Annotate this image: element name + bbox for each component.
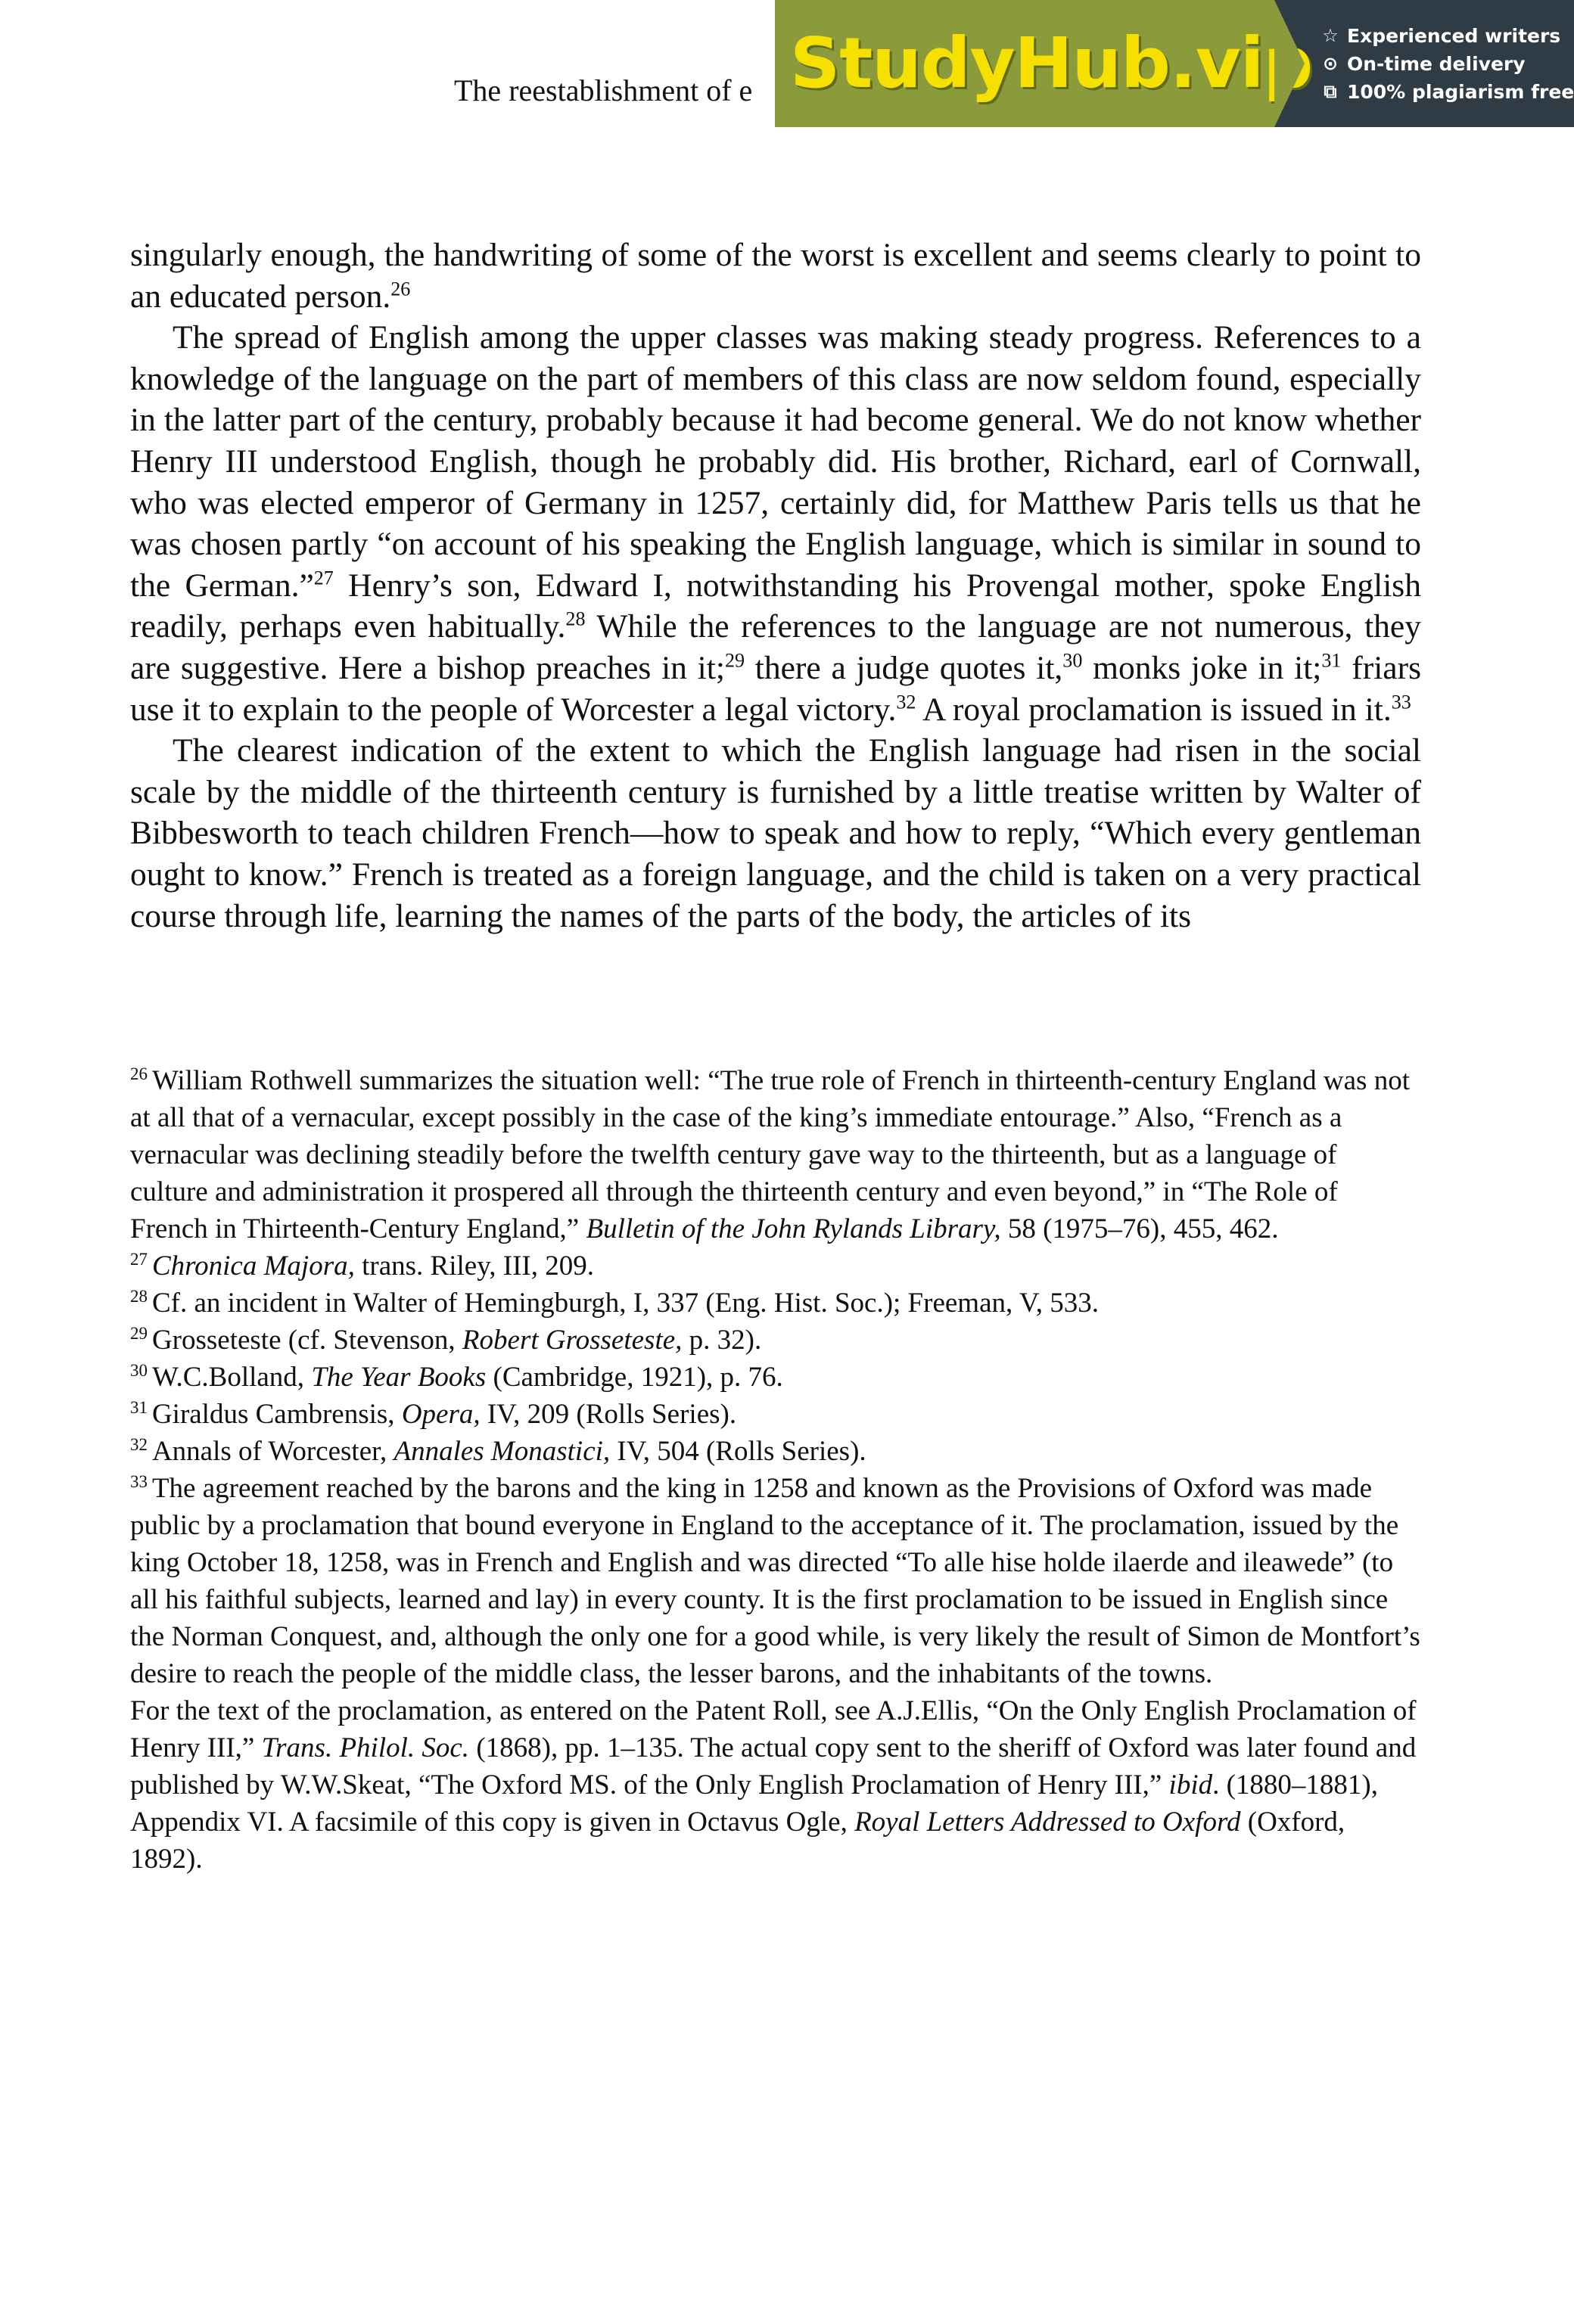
text-run: W.C.Bolland, — [151, 1362, 312, 1393]
text-run: monks joke in it; — [1082, 649, 1322, 686]
text-run: Cf. an incident in Walter of Hemingburgh, I, 337 (Eng. Hist. Soc.); Freeman, V, 533. — [151, 1288, 1100, 1319]
italic-title: Opera, — [401, 1399, 481, 1430]
feature-label: 100% plagiarism free — [1347, 80, 1574, 103]
text-run: (Oxford, 1892). — [130, 1807, 1345, 1875]
footnote-33 — [130, 1470, 1421, 1692]
banner-features — [1274, 0, 1574, 127]
footnote-number: 30 — [130, 1360, 148, 1380]
clock-icon: ⊙ — [1322, 53, 1339, 74]
footnote-33-continued — [130, 1692, 1421, 1878]
text-run: Grosseteste (cf. Stevenson, — [151, 1325, 462, 1356]
footnote-32 — [130, 1433, 1421, 1470]
studyhub-logo[interactable]: StudyHub.vip — [790, 23, 1313, 104]
italic-title: Bulletin of the John Rylands Library, — [586, 1213, 1001, 1244]
text-run: IV, 504 (Rolls Series). — [610, 1436, 866, 1467]
text-run: singularly enough, the handwriting of some of the worst is excellent and seems clearly to point to an educated person. — [130, 237, 1421, 315]
text-run: (1868), pp. 1–135. The actual copy sent to the sheriff of Oxford was later found and published by W.W.Skeat, “The Oxford MS. of the Only English Proclamation of Henry III,” — [130, 1732, 1417, 1800]
italic-title: ibid — [1168, 1769, 1213, 1800]
text-run: William Rothwell summarizes the situation well: “The true role of French in thirteenth-century England was not at all that of a vernacular, except possibly in the case of the king’s immediate entourage.” Also, “French as a vernacular was declining steadily before the twelfth century gave way to the thirteenth, but as a language of culture and administration it prospered all through the thirteenth century and even beyond,” in “The Role of French in Thirteenth-Century England,” — [130, 1065, 1410, 1244]
text-run: Annals of Worcester, — [151, 1436, 394, 1467]
footnote-ref: 26 — [390, 278, 411, 300]
footnote-number: 29 — [130, 1323, 148, 1343]
footnote-ref: 30 — [1062, 649, 1083, 672]
text-run: The spread of English among the upper classes was making steady progress. References to a knowledge of the language on the part of members of this class are now seldom found, especially in the latter part of the century, probably because it had become general. We do not know whether Henry III understood English, though he probably did. His brother, Richard, earl of Cornwall, who was elected emperor of Germany in 1257, certainly did, for Matthew Paris tells us that he was chosen partly “on account of his speaking the English language, which is similar in sound to the German.” — [130, 319, 1421, 604]
footnote-ref: 29 — [724, 649, 745, 672]
text-run: 58 (1975–76), 455, 462. — [1000, 1213, 1279, 1244]
footnote-29 — [130, 1322, 1421, 1359]
paragraph-2 — [130, 317, 1421, 730]
text-run: While the references to the language are not numerous, they are suggestive. Here a bishop preaches in it; — [130, 608, 1421, 686]
text-run: IV, 209 (Rolls Series). — [480, 1399, 737, 1430]
footnote-number: 31 — [130, 1397, 148, 1417]
footnote-number: 33 — [130, 1471, 148, 1491]
paragraph-3: The clearest indication of the extent to which the English language had risen in the social scale by the middle of the thirteenth century is furnished by a little treatise written by Walter of Bibbesworth to teach children French—how to speak and how to reply, “Which every gentleman ought to know.” French is treated as a foreign language, and the child is taken on a very practical course through life, learning the names of the parts of the body, the articles of its — [130, 732, 1421, 934]
feature-on-time-delivery — [1320, 53, 1574, 75]
footnote-ref: 27 — [313, 567, 334, 589]
body-text — [130, 235, 1421, 937]
footnote-number: 27 — [130, 1249, 148, 1269]
text-run: Henry’s son, Edward I, notwithstanding his Provengal mother, spoke English readily, perhaps even habitually. — [130, 567, 1421, 645]
text-run: there a judge quotes it, — [745, 649, 1063, 686]
italic-title: Annales Monastici, — [394, 1436, 611, 1467]
banner-logo-area[interactable] — [775, 0, 1313, 127]
footnote-number: 26 — [130, 1064, 148, 1083]
italic-title: The Year Books — [311, 1362, 487, 1393]
feature-plagiarism-free — [1320, 81, 1574, 103]
text-run: For the text of the proclamation, as entered on the Patent Roll, see A.J.Ellis, “On the Only English Proclamation of Henry III,” — [130, 1695, 1417, 1763]
text-run: (Cambridge, 1921), p. 76. — [486, 1362, 783, 1393]
feature-label: On-time delivery — [1347, 52, 1526, 75]
text-run: friars use it to explain to the people of Worcester a legal victory. — [130, 649, 1421, 728]
text-run: trans. Riley, III, 209. — [354, 1251, 595, 1282]
text-run: Giraldus Cambrensis, — [151, 1399, 402, 1430]
running-head: The reestablishment of e — [454, 73, 753, 107]
footnote-26 — [130, 1062, 1421, 1247]
text-run: . (1880–1881), Appendix VI. A facsimile of this copy is given in Octavus Ogle, — [130, 1769, 1379, 1838]
feature-label: Experienced writers — [1347, 24, 1561, 47]
footnote-number: 28 — [130, 1286, 148, 1306]
paragraph-1 — [130, 235, 1421, 317]
italic-title: Trans. Philol. Soc. — [261, 1732, 470, 1763]
text-run: A royal proclamation is issued in it. — [916, 691, 1392, 728]
footnote-ref: 28 — [565, 607, 586, 630]
footnote-31 — [130, 1396, 1421, 1433]
italic-title: Chronica Majora, — [151, 1251, 355, 1282]
footnote-ref: 31 — [1321, 649, 1342, 672]
italic-title: Robert Grosseteste, — [462, 1325, 683, 1356]
footnote-30 — [130, 1359, 1421, 1396]
text-run: The agreement reached by the barons and the king in 1258 and known as the Provisions of Oxford was made public by a proclamation that bound everyone in England to the acceptance of it. The proclamation, issued by the king October 18, 1258, was in French and English and was directed “To alle hise holde ilaerde and ileawede” (to all his faithful subjects, learned and lay) in every county. It is the first proclamation to be issued in English since the Norman Conquest, and, although the only one for a good while, is very likely the result of Simon de Montfort’s desire to reach the people of the middle class, the lesser barons, and the inhabitants of the towns. — [130, 1473, 1420, 1689]
star-icon: ☆ — [1322, 25, 1339, 46]
studyhub-banner[interactable] — [775, 0, 1574, 127]
text-run: p. 32). — [682, 1325, 762, 1356]
italic-title: Royal Letters Addressed to Oxford — [854, 1807, 1241, 1838]
footnotes — [130, 1062, 1421, 1878]
footnote-28 — [130, 1285, 1421, 1322]
copy-icon: ⧉ — [1324, 81, 1337, 102]
footnote-ref: 32 — [896, 691, 916, 713]
footnote-ref: 33 — [1391, 691, 1411, 713]
feature-experienced-writers — [1320, 25, 1574, 47]
footnote-number: 32 — [130, 1434, 148, 1454]
footnote-27 — [130, 1247, 1421, 1285]
